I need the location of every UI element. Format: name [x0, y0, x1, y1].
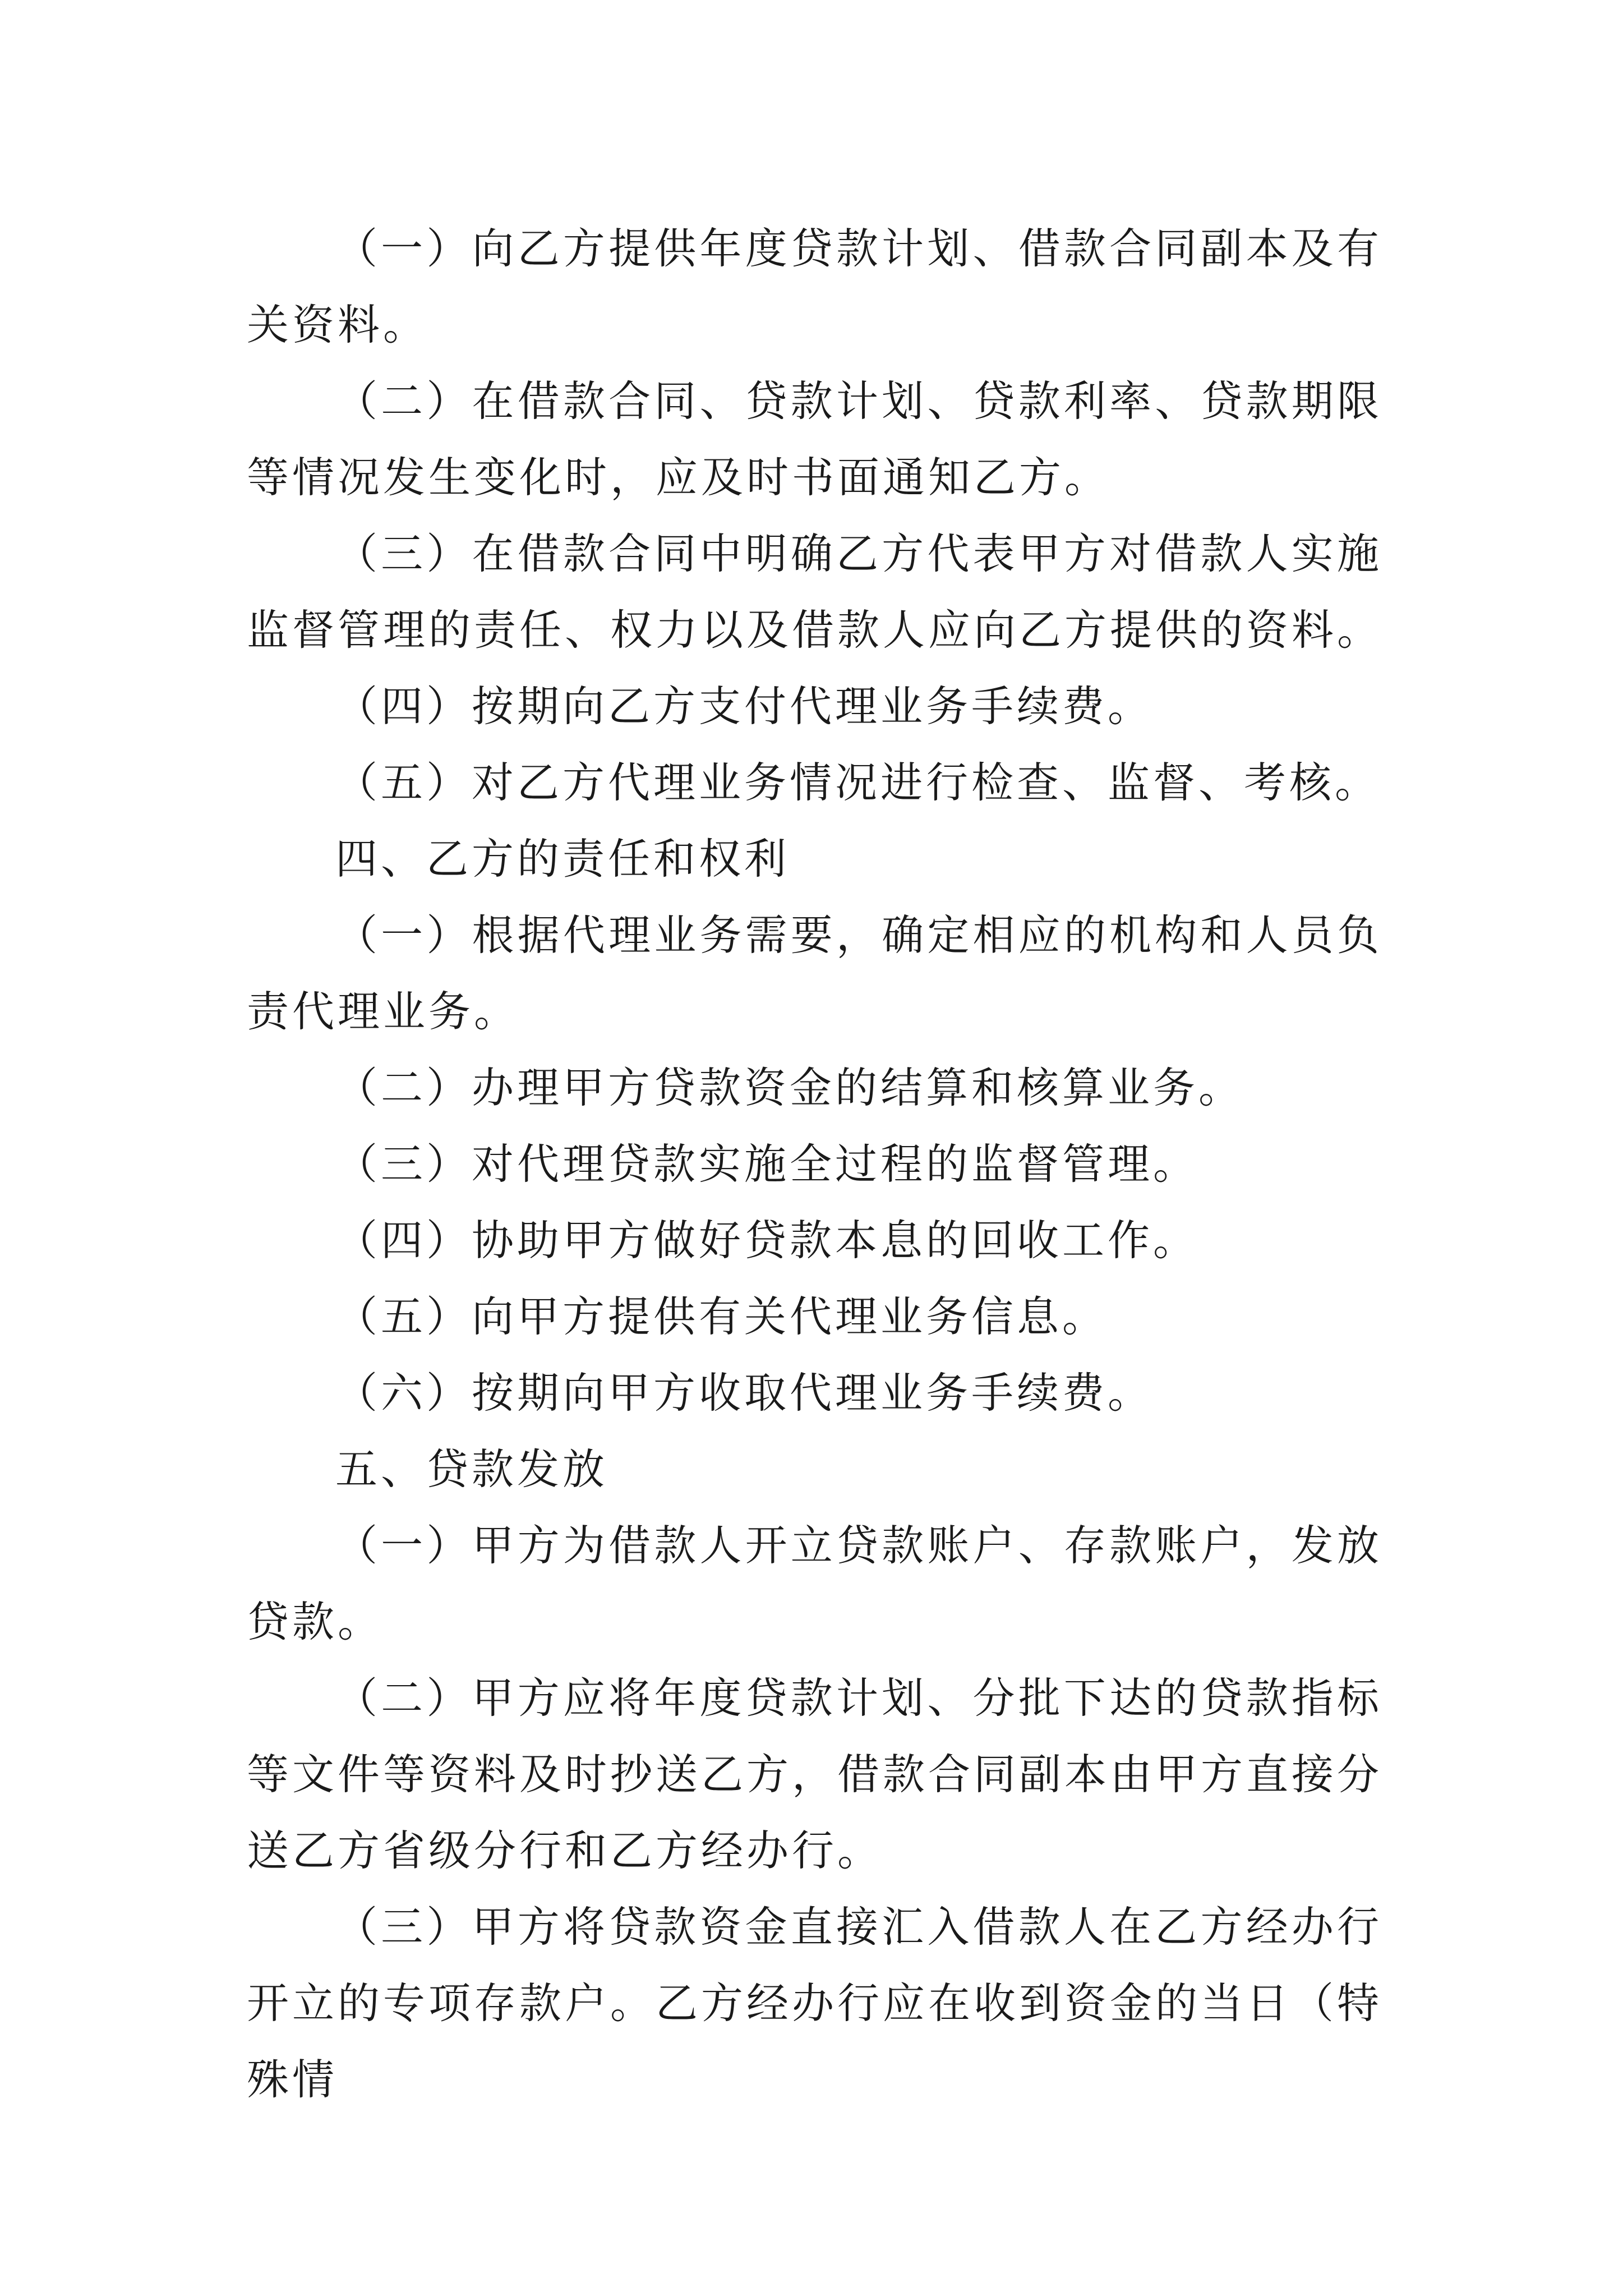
- paragraph-collect-fees: （六）按期向甲方收取代理业务手续费。: [335, 1368, 1154, 1418]
- paragraph-assign-staff: （一）根据代理业务需要，确定相应的机构和人员负责代理业务。: [247, 910, 1382, 1036]
- paragraph-notify-changes: （二）在借款合同、贷款计划、贷款利率、贷款期限等情况发生变化时，应及时书面通知乙方。: [247, 376, 1382, 502]
- section-heading-party-b-duties: 四、乙方的责任和权利: [335, 834, 790, 884]
- paragraph-pay-fees: （四）按期向乙方支付代理业务手续费。: [335, 682, 1154, 731]
- paragraph-open-accounts: （一）甲方为借款人开立贷款账户、存款账户，发放贷款。: [247, 1521, 1382, 1646]
- paragraph-send-documents: （二）甲方应将年度贷款计划、分批下达的贷款指标等文件等资料及时抄送乙方，借款合同副本由甲方直接分送乙方省级分行和乙方经办行。: [247, 1673, 1383, 1875]
- paragraph-remit-funds: （三）甲方将贷款资金直接汇入借款人在乙方经办行开立的专项存款户。乙方经办行应在收到资金的当日（特殊情: [247, 1902, 1383, 2104]
- paragraph-supervision-responsibility: （三）在借款合同中明确乙方代表甲方对借款人实施监督管理的责任、权力以及借款人应向乙方提供的资料。: [247, 529, 1383, 655]
- paragraph-provide-loan-plan: （一）向乙方提供年度贷款计划、借款合同副本及有关资料。: [247, 224, 1382, 349]
- paragraph-full-supervision: （三）对代理贷款实施全过程的监督管理。: [335, 1139, 1199, 1189]
- paragraph-provide-info: （五）向甲方提供有关代理业务信息。: [335, 1292, 1108, 1341]
- paragraph-settlement: （二）办理甲方贷款资金的结算和核算业务。: [335, 1063, 1244, 1112]
- section-heading-loan-disbursement: 五、贷款发放: [335, 1444, 608, 1494]
- document-body: [247, 210, 1382, 2118]
- paragraph-assist-recovery: （四）协助甲方做好贷款本息的回收工作。: [335, 1216, 1199, 1265]
- paragraph-inspect-agency: （五）对乙方代理业务情况进行检查、监督、考核。: [335, 758, 1381, 807]
